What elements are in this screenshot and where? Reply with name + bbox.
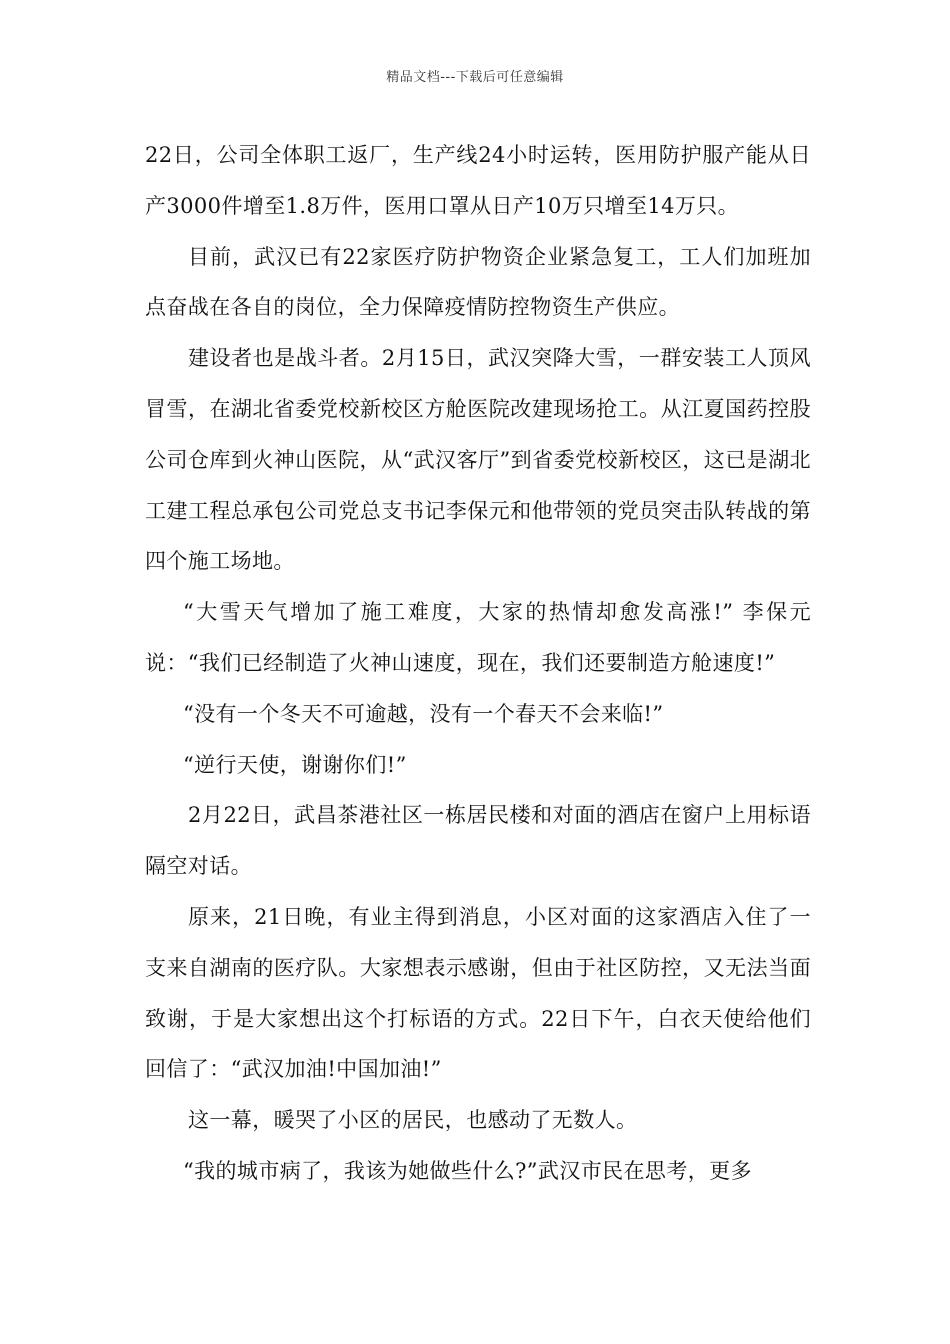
document-body [145, 130, 811, 1197]
paragraph-quote: “我的城市病了，我该为她做些什么?”武汉市民在思考，更多 [183, 1158, 752, 1183]
paragraph: 目前，武汉已有22家医疗防护物资企业紧急复工，工人们加班加点奋战在各自的岗位，全力保障疫情防控物资生产供应。 [145, 244, 811, 320]
paragraph-quote: “大雪天气增加了施工难度，大家的热情却愈发高涨!” 李保元说：“我们已经制造了火神山速度，现在，我们还要制造方舱速度!” [145, 600, 811, 675]
paragraph-continuation: 22日，公司全体职工返厂，生产线24小时运转，医用防护服产能从日产3000件增至1.8万件，医用口罩从日产10万只增至14万只。 [145, 143, 811, 218]
paragraph-quote: “没有一个冬天不可逾越，没有一个春天不会来临!” [183, 701, 664, 726]
paragraph: 建设者也是战斗者。2月15日，武汉突降大雪，一群安装工人顶风冒雪，在湖北省委党校新校区方舱医院改建现场抢工。从江夏国药控股公司仓库到火神山医院，从“武汉客厅”到省委党校新校区，这已是湖北工建工程总承包公司党总支书记李保元和他带领的党员突击队转战的第四个施工场地。 [145, 346, 811, 574]
page-header: 精品文档---下载后可任意编辑 [386, 70, 564, 85]
paragraph: 这一幕，暖哭了小区的居民，也感动了无数人。 [188, 1108, 638, 1133]
paragraph: 2月22日，武昌茶港社区一栋居民楼和对面的酒店在窗户上用标语隔空对话。 [145, 803, 811, 879]
paragraph-quote: “逆行天使，谢谢你们!” [183, 752, 407, 777]
paragraph: 原来，21日晚，有业主得到消息，小区对面的这家酒店入住了一支来自湖南的医疗队。大家想表示感谢，但由于社区防控，又无法当面致谢，于是大家想出这个打标语的方式。22日下午，白衣天使给他们回信了：“武汉加油!中国加油!” [145, 904, 811, 1082]
